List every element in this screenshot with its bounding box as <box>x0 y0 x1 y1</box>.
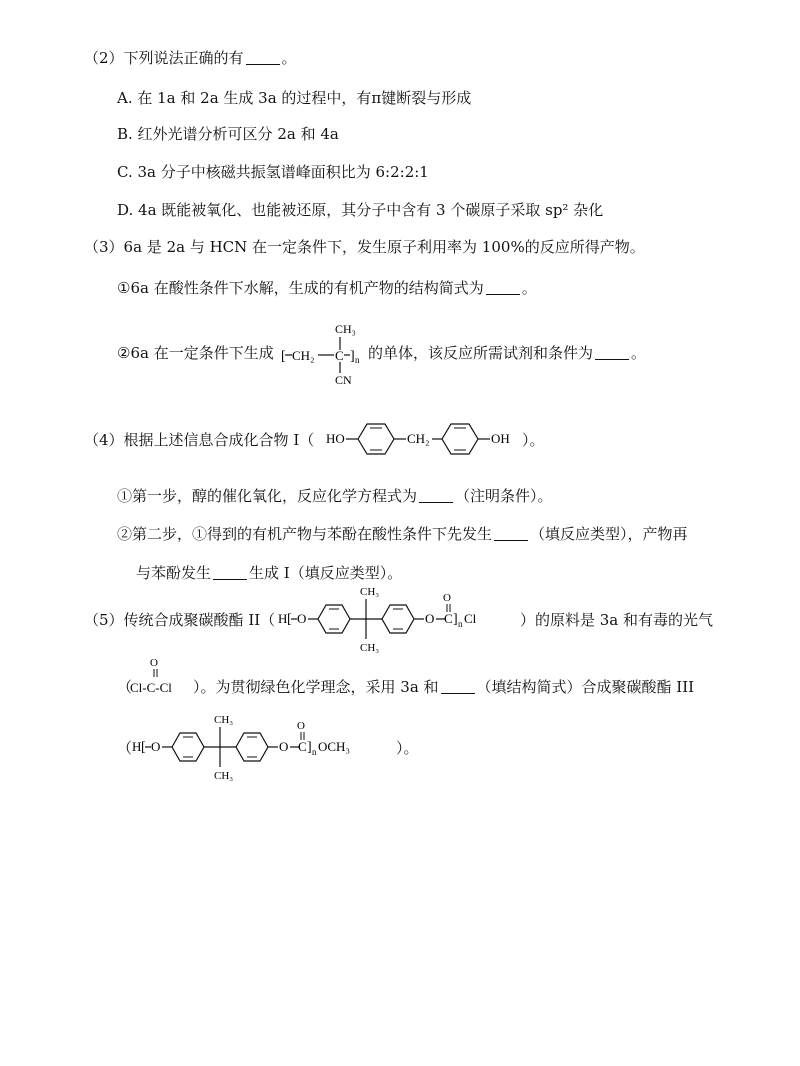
poly2-carbonyl-o: O <box>443 592 451 604</box>
q4-sub2-blank-2[interactable] <box>213 564 247 580</box>
poly2-o: O <box>297 611 307 626</box>
polycarbonate-ii-structure <box>278 582 528 656</box>
q5-answer-blank[interactable] <box>441 678 475 694</box>
poly3-end: OCH₃ <box>318 739 350 754</box>
compound-i-ch2: CH₂ <box>407 431 430 446</box>
q3-sub1-blank[interactable] <box>486 279 520 295</box>
polymer-bracket-left: [ <box>281 349 286 364</box>
q4-sub2-blank-1[interactable] <box>494 525 528 541</box>
poly3-o2: O <box>279 739 289 754</box>
poly3-bracket-left: [ <box>141 740 146 755</box>
q5-line2-b: ）。为贯彻绿色化学理念，采用 3a 和 （填结构简式）合成聚碳酸酯 III <box>193 678 695 696</box>
q3-sub2-b: 的单体，该反应所需试剂和条件为 。 <box>368 344 647 362</box>
poly2-c: C <box>444 611 453 626</box>
poly3-methyl-bottom: CH₃ <box>214 770 234 782</box>
polymer-ch2: CH₂ <box>292 348 315 363</box>
q4-sub1: ①第一步，醇的催化氧化，反应化学方程式为 （注明条件）。 <box>117 487 553 505</box>
q4-sub1-blank[interactable] <box>419 487 453 503</box>
phosgene-formula: Cl-C-Cl <box>130 680 172 695</box>
poly3-carbonyl-o: O <box>297 720 305 732</box>
poly2-bracket-left: [ <box>287 612 292 627</box>
poly2-end: Cl <box>464 611 477 626</box>
poly2-bracket-right: ] <box>453 612 458 627</box>
poly2-methyl-bottom: CH₃ <box>360 642 380 654</box>
q5-stem-b: ）的原料是 3a 和有毒的光气 <box>520 611 714 629</box>
q2-option-d: D. 4a 既能被氧化、也能被还原，其分子中含有 3 个碳原子采取 sp² 杂化 <box>117 201 604 219</box>
polycarbonate-iii-structure <box>132 710 392 784</box>
q5-line2-a: （ <box>117 678 133 696</box>
polymer-top-group: CH₃ <box>335 322 356 336</box>
q4-sub2-line2: 与苯酚发生 生成 I（填反应类型）。 <box>136 564 403 582</box>
poly2-methyl-top: CH₃ <box>360 586 380 598</box>
q5-line3-b: ）。 <box>396 739 419 757</box>
q5-line3-a: （ <box>117 739 133 757</box>
polymer-bottom-group: CN <box>335 373 352 387</box>
q4-sub2-line1: ②第二步，①得到的有机产物与苯酚在酸性条件下先发生 （填反应类型），产物再 <box>117 525 688 543</box>
q5-stem-a: （5）传统合成聚碳酸酯 II（ <box>84 611 276 629</box>
q2-option-c: C. 3a 分子中核磁共振氢谱峰面积比为 6:2:2:1 <box>117 163 429 181</box>
poly3-c: C <box>298 739 307 754</box>
phosgene-o: O <box>150 657 158 669</box>
q3-stem: （3）6a 是 2a 与 HCN 在一定条件下，发生原子利用率为 100%的反应所得产物。 <box>84 238 645 256</box>
polymer-structure-6a <box>280 318 370 388</box>
q2-option-b: B. 红外光谱分析可区分 2a 和 4a <box>117 125 339 143</box>
polymer-center-c: C <box>335 348 344 363</box>
q2-answer-blank[interactable] <box>246 49 280 65</box>
poly2-o2: O <box>425 611 435 626</box>
q3-sub1: ①6a 在酸性条件下水解，生成的有机产物的结构简式为 。 <box>117 279 537 297</box>
q2-option-a: A. 在 1a 和 2a 生成 3a 的过程中，有π键断裂与形成 <box>117 89 472 107</box>
q4-stem-a: （4）根据上述信息合成化合物 I（ <box>84 431 315 449</box>
poly2-n: n <box>458 619 463 629</box>
compound-i-oh: OH <box>491 431 510 446</box>
compound-i-structure <box>326 414 536 464</box>
polymer-n: n <box>355 355 360 365</box>
poly3-methyl-top: CH₃ <box>214 714 234 726</box>
q2-stem: （2）下列说法正确的有 。 <box>84 49 297 67</box>
poly3-n: n <box>312 747 317 757</box>
compound-i-ho: HO <box>326 431 345 446</box>
q4-stem-b: ）。 <box>522 431 545 449</box>
poly2-h: H <box>278 611 288 626</box>
phosgene-structure <box>130 652 192 698</box>
poly3-h: H <box>132 739 142 754</box>
q3-sub2-blank[interactable] <box>595 344 629 360</box>
q3-sub2-a: ②6a 在一定条件下生成 <box>117 344 274 362</box>
poly3-bracket-right: ] <box>307 740 312 755</box>
polymer-bracket-right: ] <box>350 349 355 364</box>
poly3-o: O <box>151 739 161 754</box>
